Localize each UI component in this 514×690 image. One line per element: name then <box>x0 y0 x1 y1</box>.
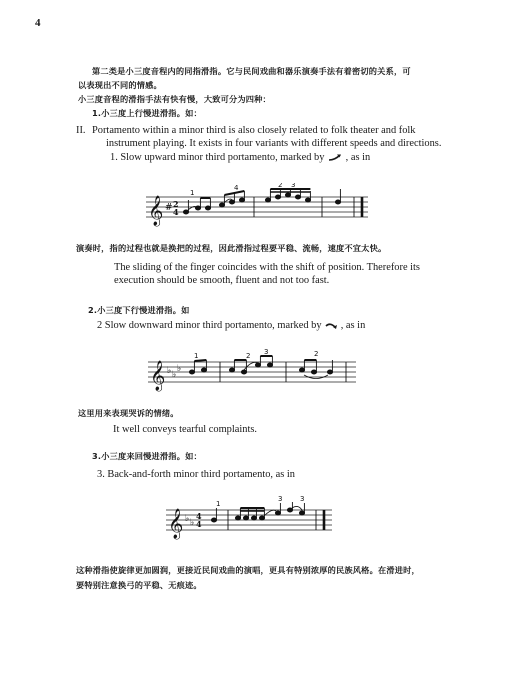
zh-item-1: 1.小三度上行慢进滑指。如： <box>92 108 202 118</box>
zh-item-2: 2.小三度下行慢进滑指。如 <box>88 305 190 315</box>
zh-intro-line-2: 以表现出不同的情感。 <box>78 80 162 90</box>
downward-slide-mark-icon <box>324 321 338 330</box>
svg-text:#: # <box>165 203 173 213</box>
svg-text:♭: ♭ <box>167 366 172 376</box>
en-intro-line-2: instrument playing. It exists in four variants with different speeds and directions. <box>106 138 442 149</box>
svg-text:2: 2 <box>173 199 179 209</box>
en-note-2: It well conveys tearful complaints. <box>113 424 257 435</box>
fingering-2a: 1 <box>194 352 199 360</box>
svg-text:♭: ♭ <box>185 514 190 524</box>
fingering-2b: 2 <box>246 352 251 360</box>
music-staff-2 <box>148 348 358 392</box>
upward-slide-mark-icon <box>327 153 343 162</box>
en-item-2-prefix: 2 Slow downward minor third portamento, marked by <box>97 320 322 331</box>
fingering-1c: 2 <box>278 183 283 189</box>
fingering-3a: 1 <box>216 500 221 508</box>
zh-note-3-line-2: 要特别注意换弓的平稳、无痕迹。 <box>76 580 202 590</box>
svg-text:𝄞: 𝄞 <box>148 196 164 226</box>
en-intro-line-1: Portamento within a minor third is also closely related to folk theater and folk <box>92 125 416 136</box>
zh-item-3: 3.小三度来回慢进滑指。如： <box>92 451 202 461</box>
fingering-2d: 2 <box>314 350 319 358</box>
fingering-1b: 4 <box>234 184 239 192</box>
svg-text:4: 4 <box>196 511 202 521</box>
en-item-2-suffix: , as in <box>340 320 366 331</box>
music-staff-3 <box>166 496 336 540</box>
fingering-3b: 3 <box>278 496 283 503</box>
fingering-1d: 3 <box>291 183 296 189</box>
svg-text:♭: ♭ <box>190 518 195 528</box>
fingering-3c: 3 <box>300 496 305 503</box>
svg-text:4: 4 <box>196 519 202 529</box>
en-item-2 <box>97 320 365 331</box>
en-item-3: 3. Back-and-forth minor third portamento, as in <box>97 469 295 480</box>
zh-note-1: 演奏时，指的过程也就是换把的过程，因此滑指过程要平稳、流畅，速度不宜太快。 <box>76 243 387 253</box>
en-note-1-line-1: The sliding of the finger coincides with the shift of position. Therefore its <box>114 262 420 273</box>
zh-intro-line-3: 小三度音程的滑指手法有快有慢，大致可分为四种： <box>78 94 271 104</box>
en-note-1-line-2: execution should be smooth, fluent and not too fast. <box>114 275 330 286</box>
zh-note-3-line-1: 这种滑指使旋律更加圆润，更接近民间戏曲的演唱，更具有特别浓厚的民族风格。在滑进时， <box>76 565 420 575</box>
svg-text:♭: ♭ <box>177 364 182 374</box>
fingering-2c: 3 <box>264 348 269 356</box>
music-staff-1 <box>146 183 371 228</box>
svg-text:♭: ♭ <box>172 370 177 380</box>
en-item-1-suffix: , as in <box>345 152 371 163</box>
page-number: 4 <box>35 17 41 29</box>
svg-text:4: 4 <box>173 207 179 217</box>
section-label: II. <box>76 125 86 136</box>
zh-intro-line-1: 第二类是小三度音程内的同指滑指。它与民间戏曲和器乐演奏手法有着密切的关系，可 <box>92 66 411 76</box>
svg-text:𝄞: 𝄞 <box>168 509 184 539</box>
en-item-1-prefix: 1. Slow upward minor third portamento, marked by <box>110 152 325 163</box>
svg-text:𝄞: 𝄞 <box>150 361 166 391</box>
zh-note-2: 这里用来表现哭诉的情绪。 <box>78 408 179 418</box>
en-item-1 <box>110 152 370 163</box>
fingering-1a: 1 <box>190 189 195 197</box>
